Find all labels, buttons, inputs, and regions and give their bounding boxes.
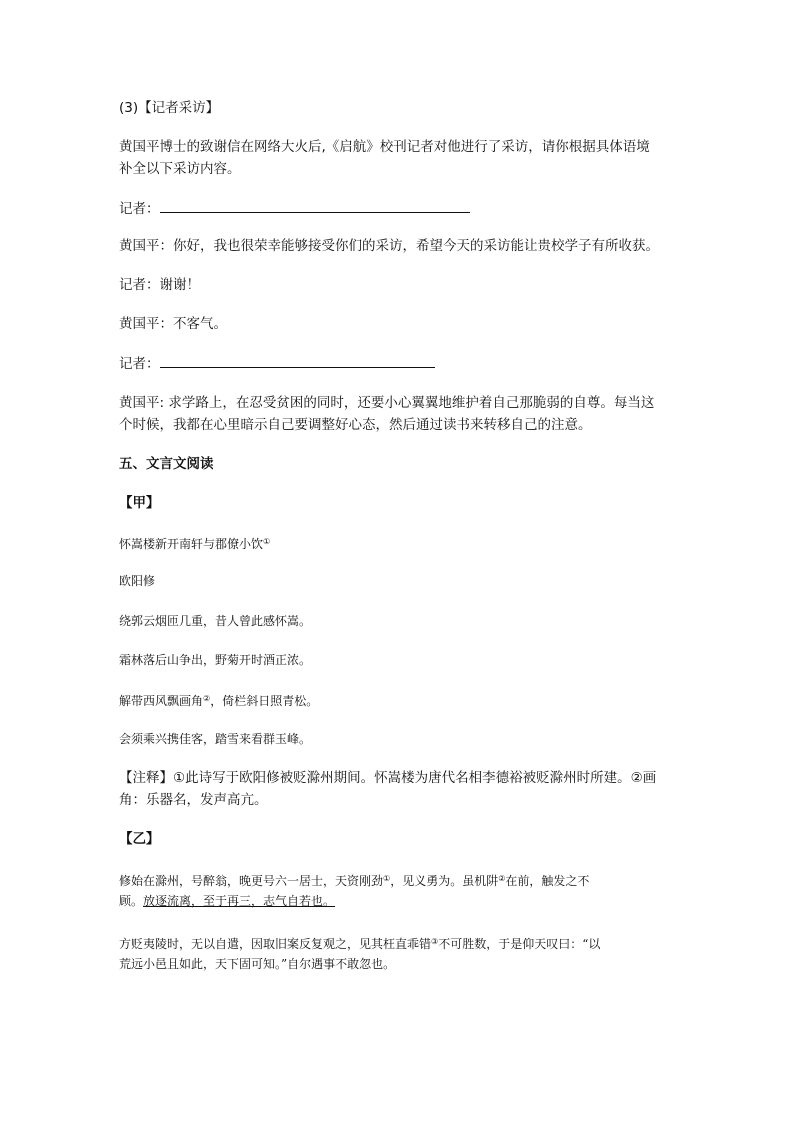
huang-reply-1: 黄国平：你好，我也很荣幸能够接受你们的采访，希望今天的采访能让贵校学子有所收获。: [119, 238, 659, 254]
section-heading: 五、文言文阅读: [119, 456, 214, 472]
reporter-thanks: 记者：谢谢！: [119, 277, 200, 293]
reporter-label: 记者：: [119, 201, 160, 217]
poem-line-4: 会须乘兴携佳客，踏雪来看群玉峰。: [119, 732, 312, 746]
answer-blank-1[interactable]: [160, 198, 470, 213]
passage-yi-line-2: [119, 891, 335, 911]
text-span: 方贬夷陵时，无以自遣，因取旧案反复观之，见其枉直乖错: [119, 937, 432, 951]
poem-line-3-part-b: ，倚栏斜日照青松。: [210, 694, 319, 708]
passage-yi-line-1: [119, 869, 589, 891]
interview-heading: (3)【记者采访】: [119, 100, 220, 116]
huang-reply-3-line-2: 个时候，我都在心里暗示自己要调整好心态，然后通过读书来转移自己的注意。: [119, 417, 592, 433]
huang-reply-3-line-1: 黄国平: 求学路上，在忍受贫困的同时，还要小心翼翼地维护着自己那脆弱的自尊。每当这: [119, 395, 655, 411]
reporter-question-2: [119, 353, 435, 374]
poem-line-2: 霜林落后山争出，野菊开时酒正浓。: [119, 653, 312, 667]
annotation-line-2: 角：乐器名，发声高亢。: [119, 792, 268, 808]
poem-title-text: 怀嵩楼新开南轩与郡僚小饮: [119, 537, 264, 551]
text-span: 在前，触发之不: [505, 874, 590, 888]
poem-author: 欧阳修: [119, 574, 156, 588]
answer-blank-2[interactable]: [160, 353, 435, 368]
huang-reply-2: 黄国平：不客气。: [119, 316, 227, 332]
footnote-marker: ①: [383, 874, 391, 883]
poem-line-3-part-a: 解带西风飘画角: [119, 694, 204, 708]
interview-intro-line-2: 补全以下采访内容。: [119, 161, 241, 177]
passage-yi-line-4: 荒远小邑且如此，天下固可知。”自尔遇事不敢忽也。: [119, 957, 396, 971]
poem-line-3: [119, 689, 318, 711]
footnote-marker: ②: [203, 694, 211, 703]
reporter-question-1: [119, 198, 470, 219]
footnote-marker: ③: [431, 937, 439, 946]
poem-line-1: 绕郭云烟匝几重，昔人曾此感怀嵩。: [119, 614, 312, 628]
interview-intro-line-1: 黄国平博士的致谢信在网络大火后,《启航》校刊记者对他进行了采访，请你根据具体语境: [119, 139, 650, 155]
footnote-marker: ①: [263, 537, 271, 546]
passage-yi-line-3: [119, 932, 600, 954]
underlined-sentence: 放逐流离，至于再三，志气自若也。: [143, 894, 336, 908]
text-span: 修始在滁州，号醉翁，晚更号六一居士，天资刚劲: [119, 874, 384, 888]
footnote-marker: ②: [498, 874, 506, 883]
passage-jia-label: 【甲】: [119, 495, 160, 511]
text-span: 不可胜数，于是仰天叹曰：“以: [438, 937, 601, 951]
text-span: ，见义勇为。虽机阱: [390, 874, 499, 888]
reporter-label: 记者：: [119, 356, 160, 372]
poem-title: [119, 532, 270, 554]
annotation-line-1: 【注释】①此诗写于欧阳修被贬滁州期间。怀嵩楼为唐代名相李德裕被贬滁州时所建。②画: [119, 770, 657, 786]
text-span: 顾。: [119, 894, 144, 908]
passage-yi-label: 【乙】: [119, 831, 160, 847]
